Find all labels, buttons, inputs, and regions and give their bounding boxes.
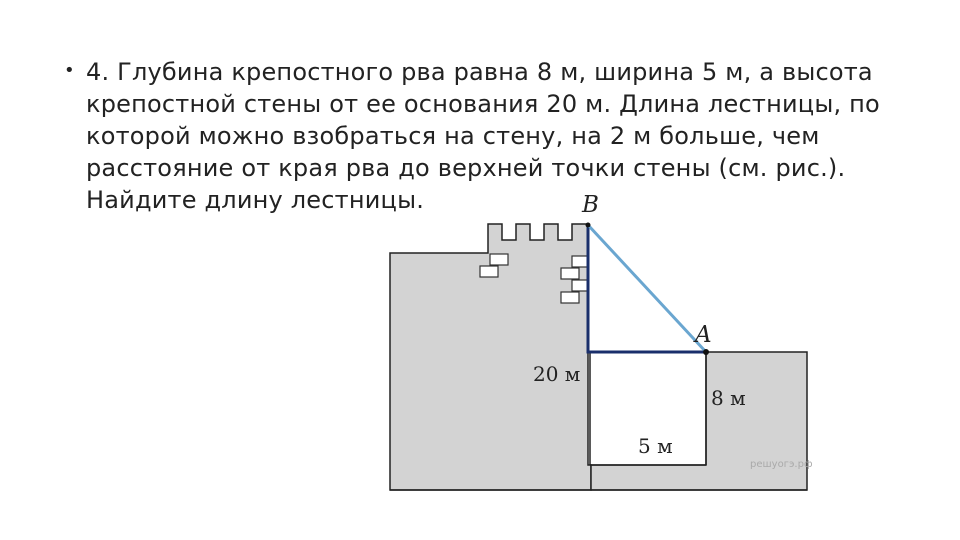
brick xyxy=(572,280,588,291)
ditch-width-label: 5 м xyxy=(638,434,673,458)
watermark-text: решуогэ.рф xyxy=(750,459,813,470)
ditch-depth-label: 8 м xyxy=(711,386,746,410)
wall-height-label: 20 м xyxy=(533,362,581,386)
brick xyxy=(561,268,579,279)
brick xyxy=(490,254,508,265)
point-a-dot xyxy=(703,349,709,355)
point-b-dot xyxy=(586,223,591,228)
task-text: 4. Глубина крепостного рва равна 8 м, ширина 5 м, а высота крепостной стены от ее основания 20 м. Длина лестницы, по которой можно взобраться на стену, на 2 м больше, чем расстояние от края рва до верхней точки стены (см. рис.). Найдите длину лестницы. xyxy=(86,58,880,214)
brick xyxy=(572,256,588,267)
bullet-marker: • xyxy=(64,60,75,81)
brick xyxy=(480,266,498,277)
point-b-label: B xyxy=(582,192,599,218)
brick xyxy=(561,292,579,303)
point-a-label: A xyxy=(695,322,712,348)
